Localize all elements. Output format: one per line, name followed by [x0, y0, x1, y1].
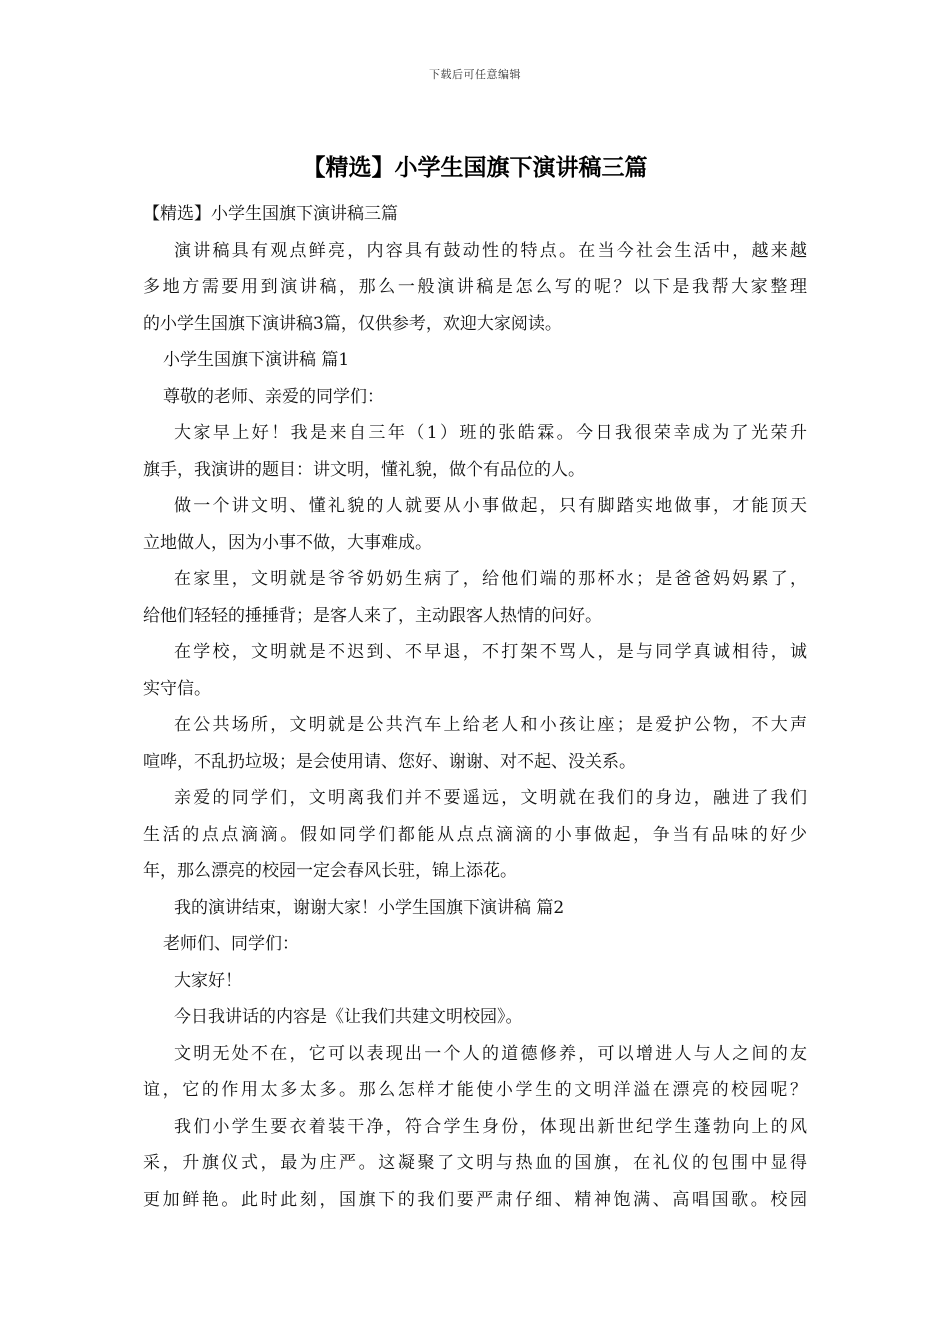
text-line: 老师们、同学们： — [163, 934, 299, 954]
text-line: 立地做人，因为小事不做，大事难成。 — [143, 532, 432, 553]
text-line: 在学校，文明就是不迟到、不早退，不打架不骂人，是与同学真诚相待，诚 — [174, 642, 807, 662]
text-line: 采，升旗仪式，最为庄严。这凝聚了文明与热血的国旗，在礼仪的包围中显得 — [143, 1153, 807, 1173]
text-line: 谊，它的作用太多太多。那么怎样才能使小学生的文明洋溢在漂亮的校园呢？ — [143, 1080, 807, 1100]
text-line: 的小学生国旗下演讲稿3篇，仅供参考，欢迎大家阅读。 — [143, 313, 562, 334]
text-line: 演讲稿具有观点鲜亮，内容具有鼓动性的特点。在当今社会生活中，越来越 — [174, 240, 807, 261]
text-line: 大家好！ — [174, 970, 242, 991]
document-title: 【精选】小学生国旗下演讲稿三篇 — [302, 154, 648, 181]
text-line: 做一个讲文明、懂礼貌的人就要从小事做起，只有脚踏实地做事，才能顶天 — [174, 496, 807, 516]
text-line: 在家里，文明就是爷爷奶奶生病了，给他们端的那杯水；是爸爸妈妈累了， — [174, 569, 807, 589]
text-line: 大家早上好！我是来自三年（1）班的张皓霖。今日我很荣幸成为了光荣升 — [174, 423, 807, 443]
text-line: 我的演讲结束，谢谢大家！小学生国旗下演讲稿 篇2 — [174, 897, 565, 918]
text-line: 多地方需要用到演讲稿，那么一般演讲稿是怎么写的呢？以下是我帮大家整理 — [143, 277, 807, 297]
text-line: 【精选】小学生国旗下演讲稿三篇 — [143, 204, 398, 224]
text-line: 更加鲜艳。此时此刻，国旗下的我们要严肃仔细、精神饱满、高唱国歌。校园 — [143, 1189, 807, 1210]
document-body — [143, 196, 807, 1218]
text-line: 小学生国旗下演讲稿 篇1 — [163, 350, 350, 370]
text-line: 文明无处不在，它可以表现出一个人的道德修养，可以增进人与人之间的友 — [174, 1043, 807, 1064]
text-line: 亲爱的同学们，文明离我们并不要遥远，文明就在我们的身边，融进了我们 — [174, 788, 807, 808]
text-line: 给他们轻轻的捶捶背；是客人来了，主动跟客人热情的问好。 — [143, 605, 602, 626]
text-line: 旗手，我演讲的题目：讲文明，懂礼貌，做个有品位的人。 — [143, 459, 585, 480]
header-note: 下载后可任意编辑 — [429, 68, 521, 81]
text-line: 我们小学生要衣着装干净，符合学生身份，体现出新世纪学生蓬勃向上的风 — [174, 1116, 807, 1137]
text-line: 年，那么漂亮的校园一定会春风长驻，锦上添花。 — [143, 861, 517, 881]
text-line: 在公共场所，文明就是公共汽车上给老人和小孩让座；是爱护公物，不大声 — [174, 715, 807, 735]
text-line: 实守信。 — [143, 678, 211, 699]
text-line: 生活的点点滴滴。假如同学们都能从点点滴滴的小事做起，争当有品味的好少 — [143, 824, 807, 845]
text-line: 尊敬的老师、亲爱的同学们： — [163, 386, 384, 407]
text-line: 今日我讲话的内容是《让我们共建文明校园》。 — [174, 1007, 523, 1027]
text-line: 喧哗，不乱扔垃圾；是会使用请、您好、谢谢、对不起、没关系。 — [143, 751, 636, 772]
